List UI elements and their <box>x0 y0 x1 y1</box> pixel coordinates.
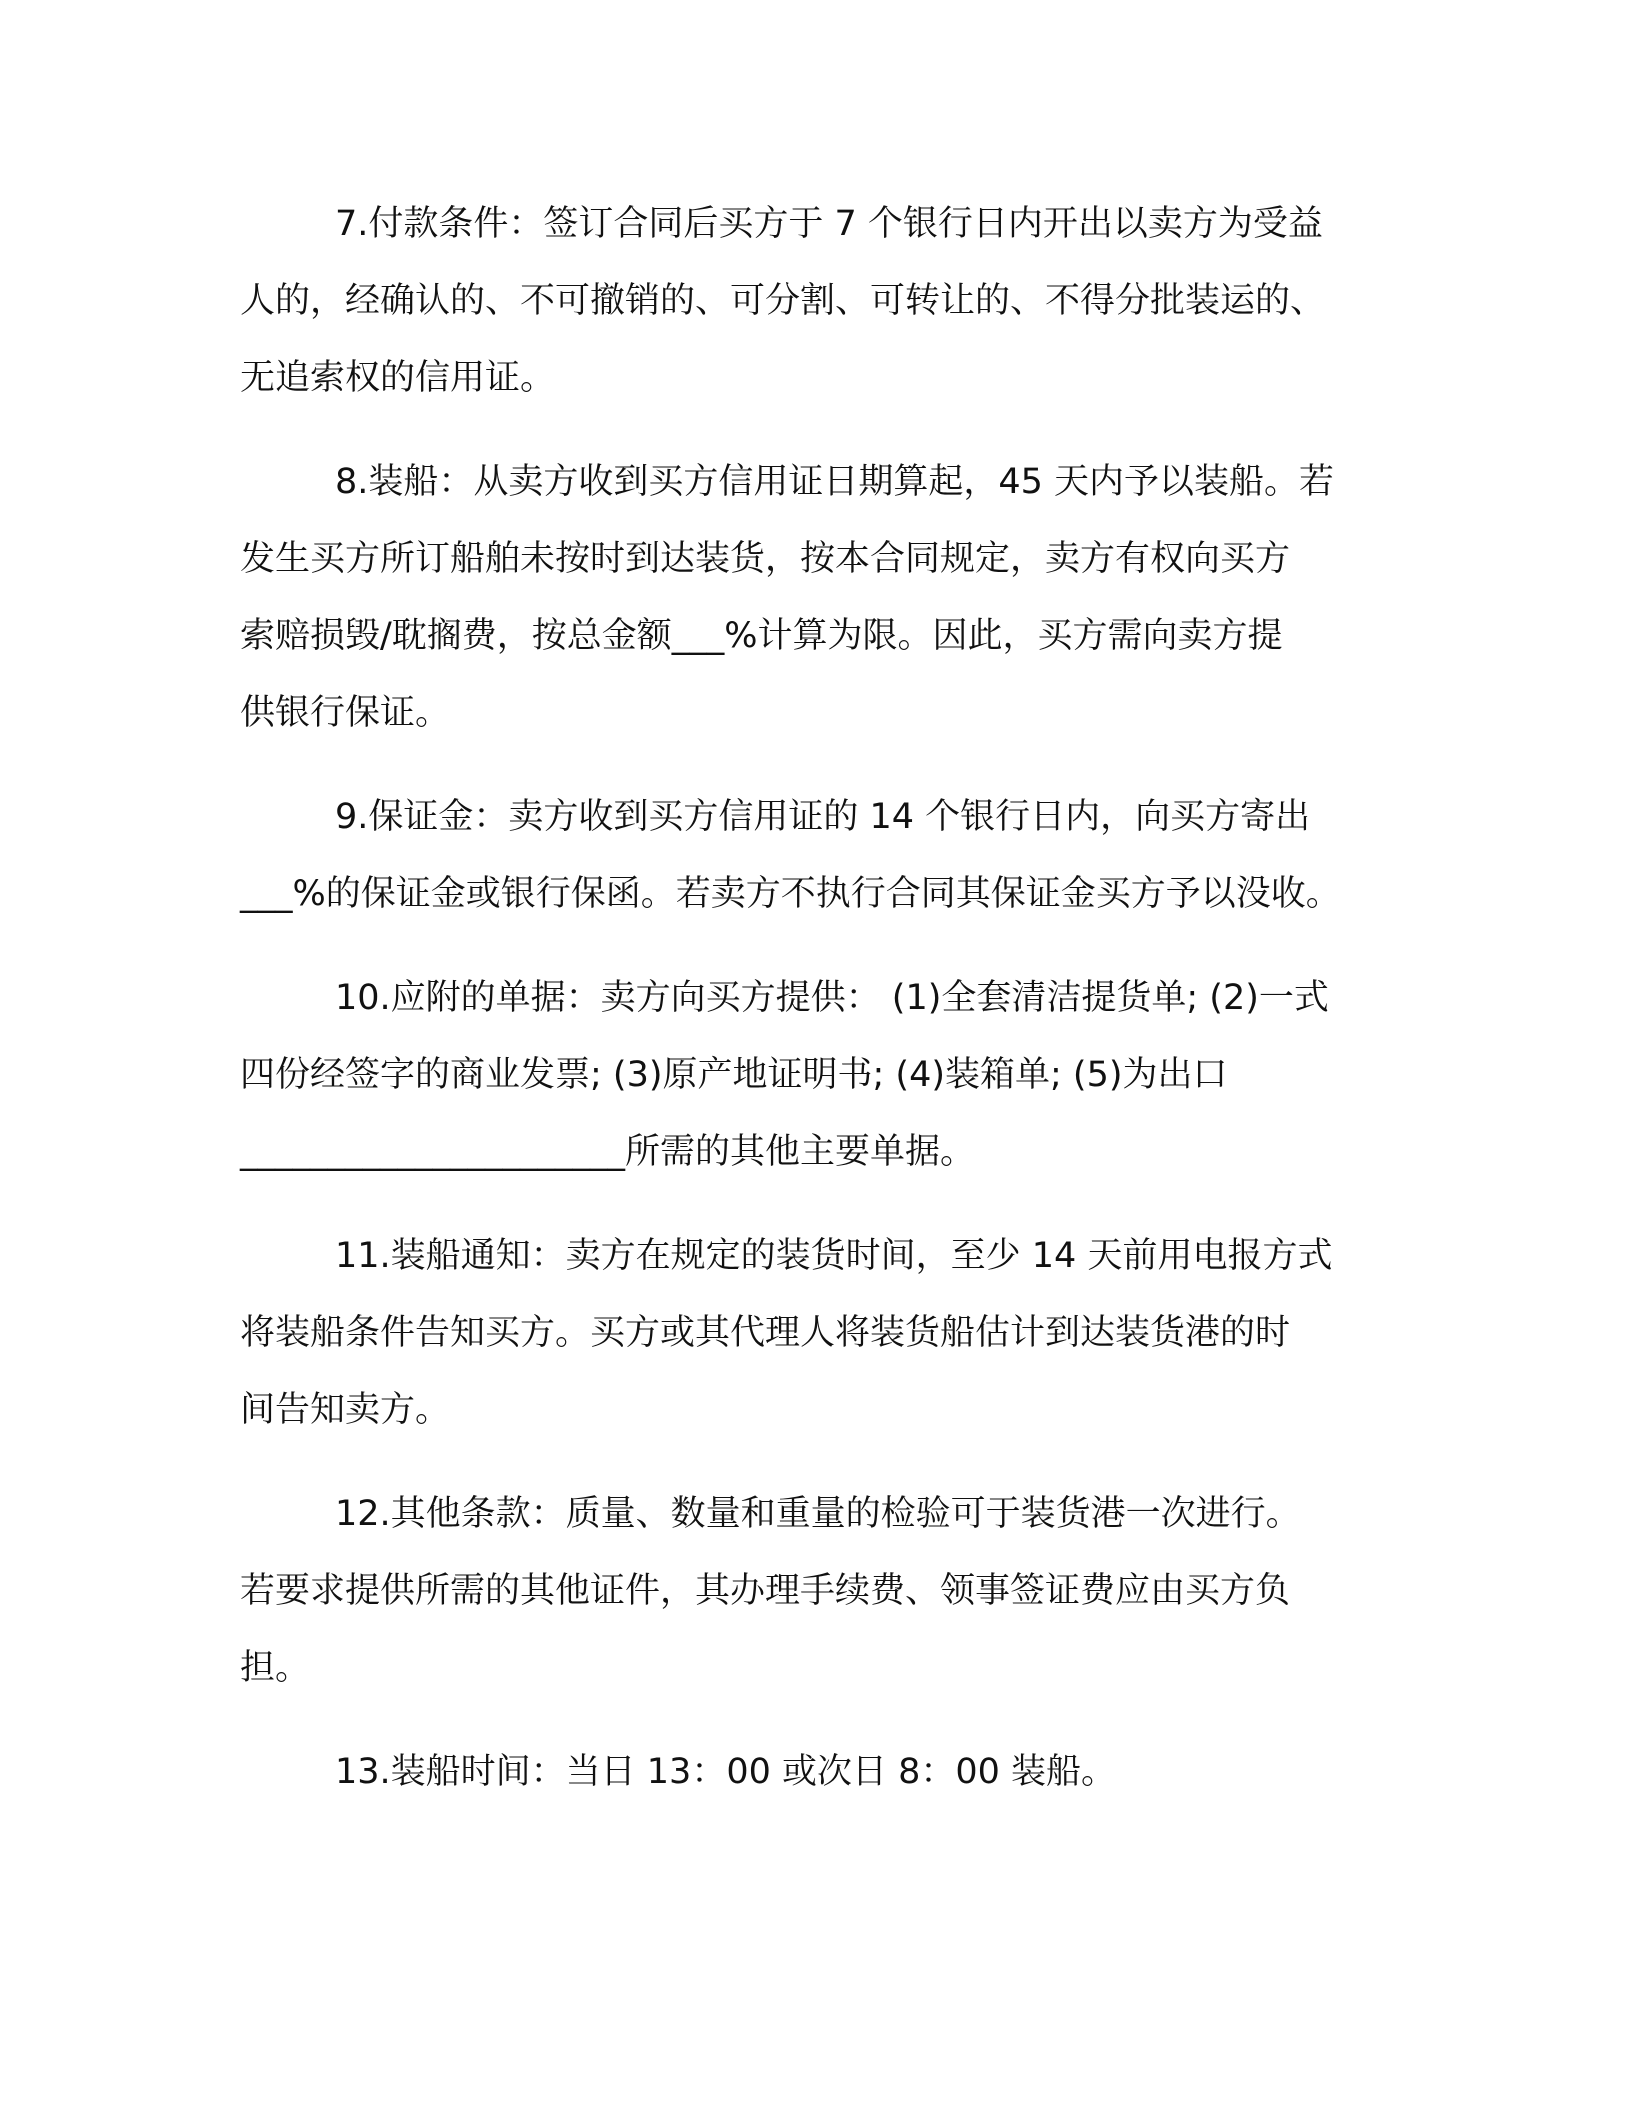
clause-line: 将装船条件告知买方。买方或其代理人将装货船估计到达装货港的时 <box>240 1313 1291 1353</box>
clause-shipment <box>240 444 1420 752</box>
clause-line: ___%的保证金或银行保函。若卖方不执行合同其保证金买方予以没收。 <box>240 874 1341 914</box>
clause-line: 供银行保证。 <box>240 693 451 733</box>
clause-line: 12.其他条款：质量、数量和重量的检验可于装货港一次进行。 <box>335 1494 1301 1534</box>
clause-shipping-notice <box>240 1218 1420 1449</box>
clause-line: 13.装船时间：当日 13：00 或次日 8：00 装船。 <box>335 1752 1117 1792</box>
clause-line: 9.保证金：卖方收到买方信用证的 14 个银行日内，向买方寄出 <box>335 797 1311 837</box>
clause-line: 7.付款条件：签订合同后买方于 7 个银行日内开出以卖方为受益 <box>335 204 1323 244</box>
clause-line: 10.应附的单据：卖方向买方提供： (1)全套清洁提货单; (2)一式 <box>335 978 1329 1018</box>
clause-line: 担。 <box>240 1648 311 1688</box>
clause-documents <box>240 960 1420 1191</box>
clause-deposit <box>240 779 1420 933</box>
clause-line: ______________________所需的其他主要单据。 <box>240 1132 976 1172</box>
clause-shipping-time <box>240 1734 1420 1811</box>
clause-line: 四份经签字的商业发票; (3)原产地证明书; (4)装箱单; (5)为出口 <box>240 1055 1228 1095</box>
document-body <box>240 186 1420 1838</box>
clause-other-terms <box>240 1476 1420 1707</box>
clause-payment-terms <box>240 186 1420 417</box>
clause-line: 人的，经确认的、不可撤销的、可分割、可转让的、不得分批装运的、 <box>240 281 1326 321</box>
clause-line: 间告知卖方。 <box>240 1390 451 1430</box>
clause-line: 若要求提供所需的其他证件，其办理手续费、领事签证费应由买方负 <box>240 1571 1291 1611</box>
clause-line: 发生买方所订船舶未按时到达装货，按本合同规定，卖方有权向买方 <box>240 539 1291 579</box>
clause-line: 11.装船通知：卖方在规定的装货时间，至少 14 天前用电报方式 <box>335 1236 1333 1276</box>
clause-line: 无追索权的信用证。 <box>240 358 556 398</box>
clause-line: 索赔损毁/耽搁费，按总金额___%计算为限。因此，买方需向卖方提 <box>240 616 1283 656</box>
clause-line: 8.装船：从卖方收到买方信用证日期算起，45 天内予以装船。若 <box>335 462 1335 502</box>
